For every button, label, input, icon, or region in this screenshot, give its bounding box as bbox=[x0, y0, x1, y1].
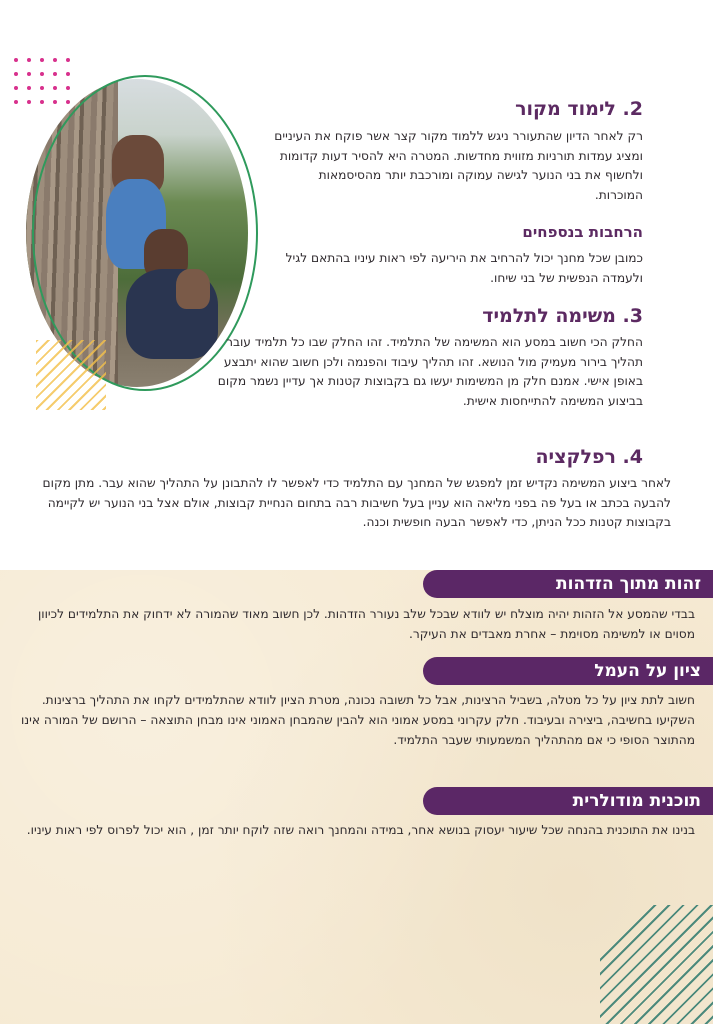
section-title: 2. לימוד מקור bbox=[515, 98, 643, 120]
banner-body: בנינו את התוכנית בהנחה שכל שיעור יעסוק בנושא אחר, במידה והמחנך רואה שזה לוקח יותר זמן , הוא יכול לפרוס לפי ראות עיניו. bbox=[26, 823, 695, 837]
dot bbox=[27, 58, 31, 62]
section-title: 4. רפלקציה bbox=[535, 446, 643, 468]
banner-grade: ציון על העמל bbox=[423, 657, 713, 685]
dot bbox=[14, 72, 18, 76]
subsection-body: כמובן שכל מחנך יכול להרחיב את היריעה לפי ראות עיניו בהתאם לגיל ולעמדה הנפשית של בני שיחו. bbox=[285, 251, 643, 285]
subsection-title: הרחבות בנספחים bbox=[522, 223, 643, 241]
section-body: רק לאחר הדיון שהתעורר ניגש ללמוד מקור קצר אשר פוקח את העיניים ומציג עמדות תורניות מזווית מחדשות. המטרה היא להסיר דעות קדומות ולחשוף את בני הנוער לגישה עמוקה ומורכבת יותר מהסיסמאות המוכרות. bbox=[274, 129, 643, 202]
section-body: לאחר ביצוע המשימה נקדיש זמן למפגש של המחנך עם התלמיד כדי לאפשר לו להתבונן על התהליך שהוא עבר. מתן מקום להבעה בכתב או בעל פה בפני מליאה הוא עניין בעל חשיבות רבה בתחום הנחיית קבוצות, אולם אצל בני הנוער יש לקיימה בקבוצות קטנות ככל הניתן, כדי לאפשר הבעה חופשית וכנה. bbox=[42, 476, 671, 530]
dot bbox=[40, 58, 44, 62]
banner-modular: תוכנית מודולרית bbox=[423, 787, 713, 815]
section-body: החלק הכי חשוב במסע הוא המשימה של התלמיד. זהו החלק שבו כל תלמיד עובר תהליך בירור מעמיק מול הנושא. זהו תהליך עיבוד והפנמה ולכן חשוב שהוא יתבצע באופן אישי. אמנם חלק מן המשימות יעשו גם בקבוצות קטנות אך עדיין נשמר מקום בביצוע המשימה להתייחסות אישית. bbox=[217, 335, 643, 408]
dot bbox=[14, 58, 18, 62]
dot bbox=[14, 86, 18, 90]
banner-body: בבדי שהמסע אל הזהות יהיה מוצלח יש לוודא שבכל שלב נעורר הזדהות. לכן חשוב מאוד שהמורה לא ידחוק את התלמידים לכיוון מסוים או למשימה מסוימת – אחרת מאבדים את העיקר. bbox=[37, 607, 695, 641]
section-title: 3. משימה לתלמיד bbox=[482, 305, 643, 327]
dot bbox=[14, 100, 18, 104]
dot bbox=[66, 58, 70, 62]
banner-identity: זהות מתוך הזדהות bbox=[423, 570, 713, 598]
banner-body: חשוב לתת ציון על כל מטלה, בשביל הרצינות, אבל כל תשובה נכונה, מטרת הציון לוודא שהתלמידים לקחו את התהליך ברצינות. השקיעו בחשיבה, ביצירה ובעיבוד. חלק עקרוני במסע אמוני הוא להבין שהמבחן האמוני אינו מבחן התוצאה – הרושם של המורה אינו מהתוצר הסופי כי אם מהתהליך המשמעותי שעבר התלמיד. bbox=[20, 693, 695, 747]
decorative-hatch bbox=[36, 340, 106, 410]
dot bbox=[53, 58, 57, 62]
